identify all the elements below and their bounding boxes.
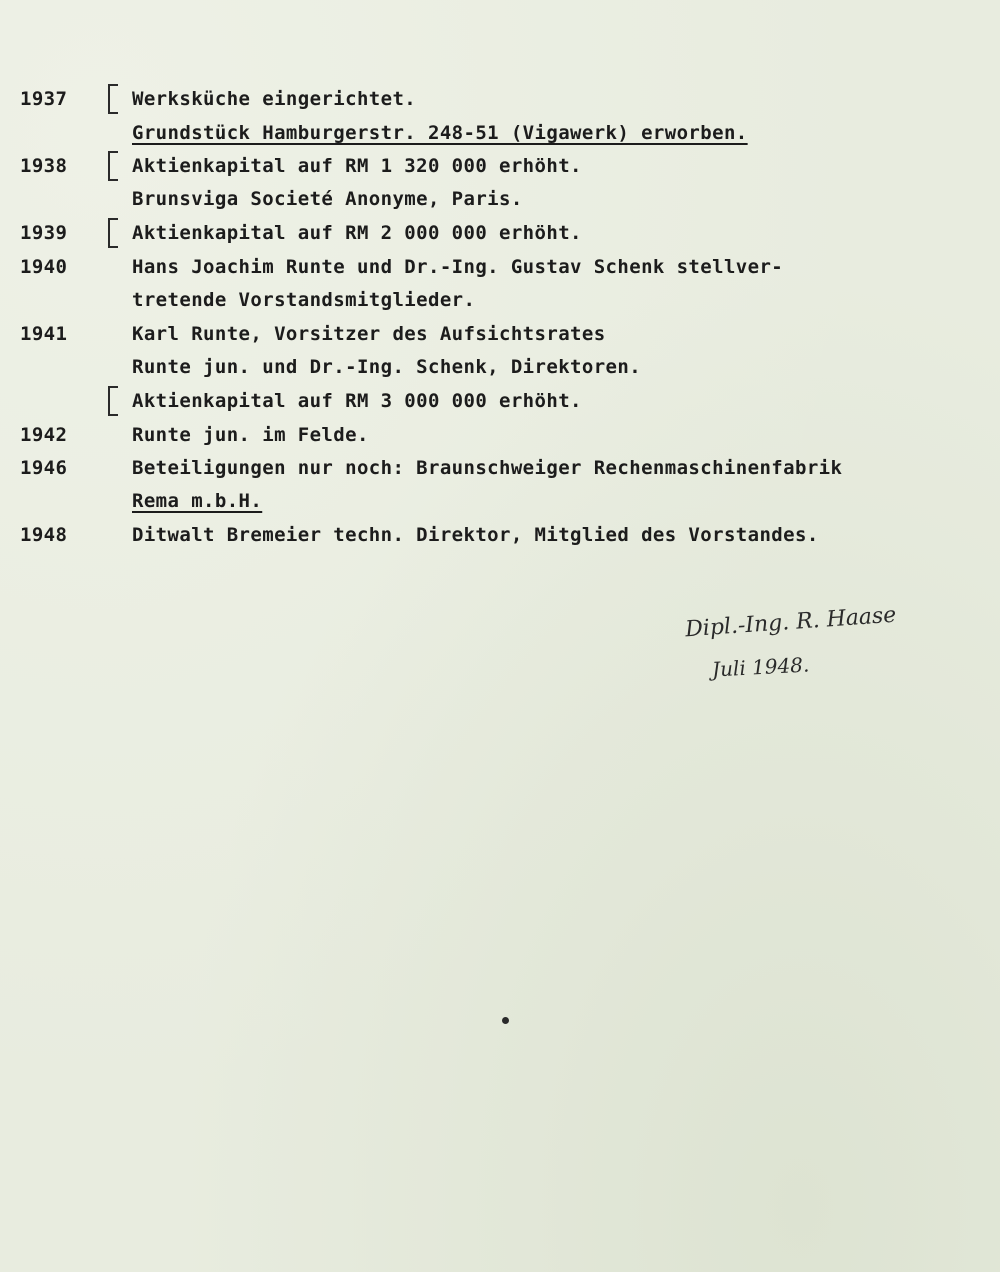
entry-text: Hans Joachim Runte und Dr.-Ing. Gustav Schenk stellver- — [132, 256, 784, 278]
entry-year: 1937 — [20, 88, 68, 110]
entry-text: Runte jun. und Dr.-Ing. Schenk, Direktoren. — [132, 356, 642, 378]
entry-year: 1939 — [20, 222, 68, 244]
entry-year: 1940 — [20, 256, 68, 278]
entry-text: Beteiligungen nur noch: Braunschweiger Rechenmaschinenfabrik — [132, 457, 843, 479]
entry-text: Ditwalt Bremeier techn. Direktor, Mitglied des Vorstandes. — [132, 524, 819, 546]
entry-year: 1941 — [20, 323, 68, 345]
handwritten-date: Juli 1948. — [711, 652, 810, 682]
entry-year: 1938 — [20, 155, 68, 177]
entry-text: Runte jun. im Felde. — [132, 424, 369, 446]
entry-text: Aktienkapital auf RM 1 320 000 erhöht. — [132, 155, 582, 177]
entry-text: Rema m.b.H. — [132, 490, 263, 512]
margin-bracket-mark — [108, 218, 118, 248]
margin-bracket-mark — [108, 151, 118, 181]
entry-text: Karl Runte, Vorsitzer des Aufsichtsrates — [132, 323, 606, 345]
margin-bracket-mark — [108, 84, 118, 114]
entry-text: Grundstück Hamburgerstr. 248-51 (Vigawerk) erworben. — [132, 122, 748, 144]
entry-text: tretende Vorstandsmitglieder. — [132, 289, 476, 311]
entry-text: Brunsviga Societé Anonyme, Paris. — [132, 188, 523, 210]
entry-year: 1942 — [20, 424, 68, 446]
entry-year: 1946 — [20, 457, 68, 479]
ink-spot — [502, 1017, 509, 1024]
handwritten-signature: Dipl.-Ing. R. Haase — [684, 602, 898, 643]
margin-bracket-mark — [108, 386, 118, 416]
entry-text: Aktienkapital auf RM 2 000 000 erhöht. — [132, 222, 582, 244]
entry-text: Werksküche eingerichtet. — [132, 88, 417, 110]
entry-year: 1948 — [20, 524, 68, 546]
entry-text: Aktienkapital auf RM 3 000 000 erhöht. — [132, 390, 582, 412]
